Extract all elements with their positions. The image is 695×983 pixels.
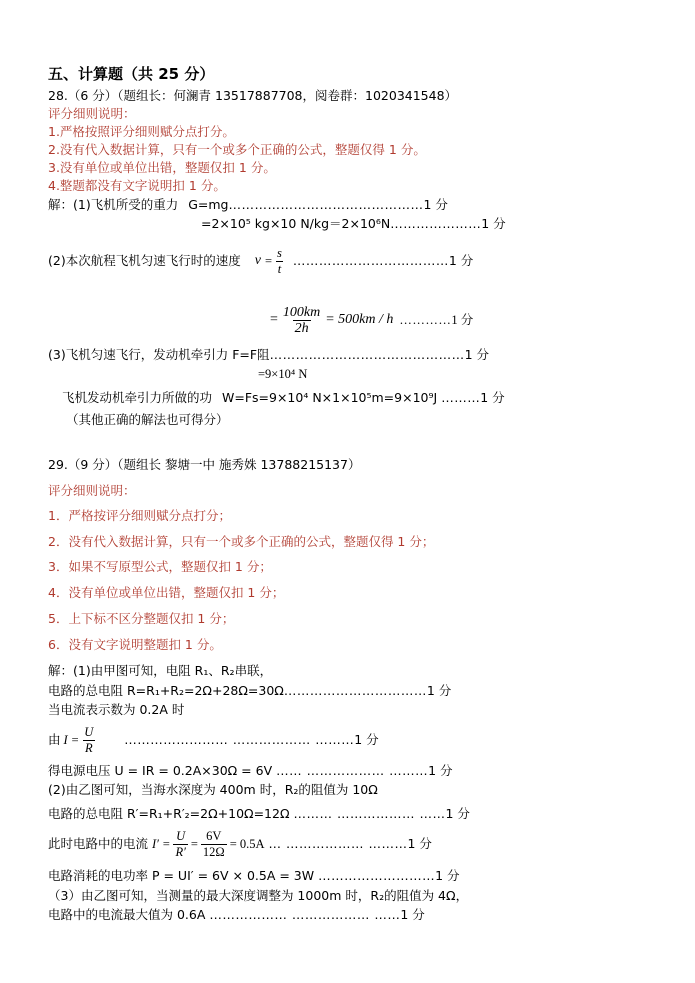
q29-sol1-ohm: 由 I = $\frac{U}{R}$ …………………… ……………… ……… 1 分 [48,724,379,755]
q29-sol1-voltage: 得电源电压 U = IR = 0.2A×30Ω = 6V [48,763,273,778]
q29-sol1-ohm-frac [82,725,95,756]
q29-sol3-line1: （3）由乙图可知，当测量的最大深度调整为 1000m 时，R₂的阻值为 4Ω， [48,888,469,903]
q29-sol1-voltage-line: 得电源电压 U = IR = 0.2A×30Ω = 6V …… ……………… ………1 分 [48,763,453,778]
q29-sol1-ohm-score: 1 分 [354,732,379,747]
q29-rule-5: 5．上下标不区分整题仅扣 1 分； [48,611,235,626]
q28-sol2-calc-result: = 500km / h [325,312,394,327]
q29-rule-1: 1．严格按评分细则赋分点打分； [48,508,231,523]
q28-sol2-v: v [254,253,261,268]
q28-sol2-calc: = $\frac{100km}{2h}$ = 500km / h ………… 1 分 [270,304,474,336]
q29-sol2-total: 电路的总电阻 R′=R₁+R′₂=2Ω+10Ω=12Ω ……… ……………… ……1 分 [48,806,470,821]
q28-sol2-calc-num: 100km [282,304,321,320]
q28-sol3-work-formula: W=Fs=9×10⁴ N×1×10⁵m=9×10⁹J [222,390,438,405]
q29-sol2-total-r: 电路的总电阻 R′=R₁+R′₂=2Ω+10Ω=12Ω [48,806,290,821]
q28-rule-2: 2.没有代入数据计算，只有一个或多个正确的公式，整题仅得 1 分。 [48,142,426,157]
q28-sol1-calc: =2×10⁵ kg×10 N/kg＝2×10⁶N [201,216,391,231]
q28-sol1-label: 解：(1)飞机所受的重力 [48,197,179,212]
q28-sol3-work-label: 飞机发动机牵引力所做的功 [62,390,213,405]
q29-sol2-current-label: 此时电路中的电流 [48,836,149,851]
q29-sol1-line1: 解：(1)由甲图可知，电阻 R₁、R₂串联， [48,663,273,678]
q28-sol1: 解：(1)飞机所受的重力 G=mg………………………………………1 分 [48,197,448,212]
q29-sol2-current-lhs: I′ = [152,837,171,851]
q29-rule-6: 6．没有文字说明整题扣 1 分。 [48,637,222,652]
q29-sol2-current-score: 1 分 [407,836,432,851]
q29-sol2-frac1 [173,829,187,860]
q28-sol3-work-score: 1 分 [480,390,505,405]
q29-rules-title: 评分细则说明： [48,483,136,498]
q29-sol3-line2: 电路中的电流最大值为 0.6A [48,907,206,922]
q29-sol1-ohm-num: U [84,724,94,739]
q28-sol3-work: 飞机发动机牵引力所做的功 W=Fs=9×10⁴ N×1×10⁵m=9×10⁹J ………1 分 [62,390,505,405]
q28-sol2-calc-frac [281,305,322,336]
q28-sol2-calc-den: 2h [294,320,309,336]
q29-sol1-ohm-lhs: I = [63,733,80,747]
q29-sol3-line2-wrap: 电路中的电流最大值为 0.6A ……………… ……………… ……1 分 [48,907,425,922]
section-title: 五、计算题（共 25 分） [48,65,215,83]
q29-sol2-frac1-den: R′ [175,844,186,859]
q29-rule-2: 2．没有代入数据计算，只有一个或多个正确的公式，整题仅得 1 分； [48,534,435,549]
q28-sol3-score: 1 分 [464,347,489,362]
q29-sol1-current: 当电流表示数为 0.2A 时 [48,702,185,717]
q28-sol3: (3)飞机匀速飞行，发动机牵引力 F=F阻………………………………………1 分 [48,347,489,362]
q28-sol2-num: s [277,245,282,260]
q29-sol2-power-score: 1 分 [435,868,460,883]
q29-sol1-total-r: 电路的总电阻 R=R₁+R₂=2Ω+28Ω=30Ω [48,683,284,698]
q29-sol1-ohm-prefix: 由 [48,732,61,747]
q28-sol3-label: (3)飞机匀速飞行，发动机牵引力 [48,347,229,362]
q28-rule-1: 1.严格按照评分细则赋分点打分。 [48,124,235,139]
q28-header: 28.（6 分）（题组长：何澜青 13517887708，阅卷群：1020341548） [48,88,458,103]
q29-sol2-frac2 [201,829,227,860]
q28-sol2-den: t [277,261,282,276]
q28-sol3-value: =9×10⁴ N [258,367,308,381]
q28-note: （其他正确的解法也可得分） [66,412,229,427]
q29-sol3-score: 1 分 [400,907,425,922]
q28-sol2: (2)本次航程飞机匀速飞行时的速度 v = $\frac{s}{t}$ ……………………………… 1 分 [48,245,474,276]
q29-sol1-ohm-den: R [84,740,93,755]
q28-sol3-formula: F=F阻 [232,347,270,362]
q29-sol2-frac1-num: U [176,828,186,843]
q29-sol1-total-score: 1 分 [426,683,452,698]
q29-header: 29.（9 分）（题组长 黎塘一中 施秀姝 13788215137） [48,457,361,472]
q29-sol2-total-score: 1 分 [445,806,470,821]
q29-sol2-line1: (2)由乙图可知，当海水深度为 400m 时，R₂的阻值为 10Ω [48,782,378,797]
q28-sol1-calc-line: =2×10⁵ kg×10 N/kg＝2×10⁶N…………………1 分 [201,216,506,231]
q28-sol1-calc-score: 1 分 [481,216,506,231]
q29-sol1-total: 电路的总电阻 R=R₁+R₂=2Ω+28Ω=30Ω……………………………1 分 [48,683,452,698]
q28-rule-4: 4.整题都没有文字说明扣 1 分。 [48,178,226,193]
q29-sol2-current: 此时电路中的电流 I′ = $\frac{U}{R'}$ = $\frac{6V}{12\Omega}$ = 0.5A … ……………… ……… 1 分 [48,828,432,859]
q29-sol1-voltage-score: 1 分 [428,763,453,778]
q29-sol2-current-result: = 0.5A [229,837,265,851]
q29-sol2-frac2-num: 6V [206,828,222,843]
q28-sol2-label: (2)本次航程飞机匀速飞行时的速度 [48,253,241,268]
q28-rules-title: 评分细则说明： [48,106,136,121]
q28-rule-3: 3.没有单位或单位出错，整题仅扣 1 分。 [48,160,276,175]
q28-sol1-formula: G=mg [188,197,229,212]
q29-sol2-power: 电路消耗的电功率 P = UI′ = 6V × 0.5A = 3W [48,868,315,883]
q28-sol2-frac [275,246,284,277]
q29-rule-3: 3．如果不写原型公式，整题仅扣 1 分； [48,559,272,574]
q29-rule-4: 4．没有单位或单位出错，整题仅扣 1 分； [48,585,285,600]
q29-sol2-frac2-den: 12Ω [202,844,225,859]
q28-sol1-score: 1 分 [423,197,448,212]
q28-sol2-score: 1 分 [448,253,474,268]
q28-sol2-calc-score: 1 分 [451,313,474,327]
q29-sol2-power-line: 电路消耗的电功率 P = UI′ = 6V × 0.5A = 3W ………………………1 分 [48,868,460,883]
